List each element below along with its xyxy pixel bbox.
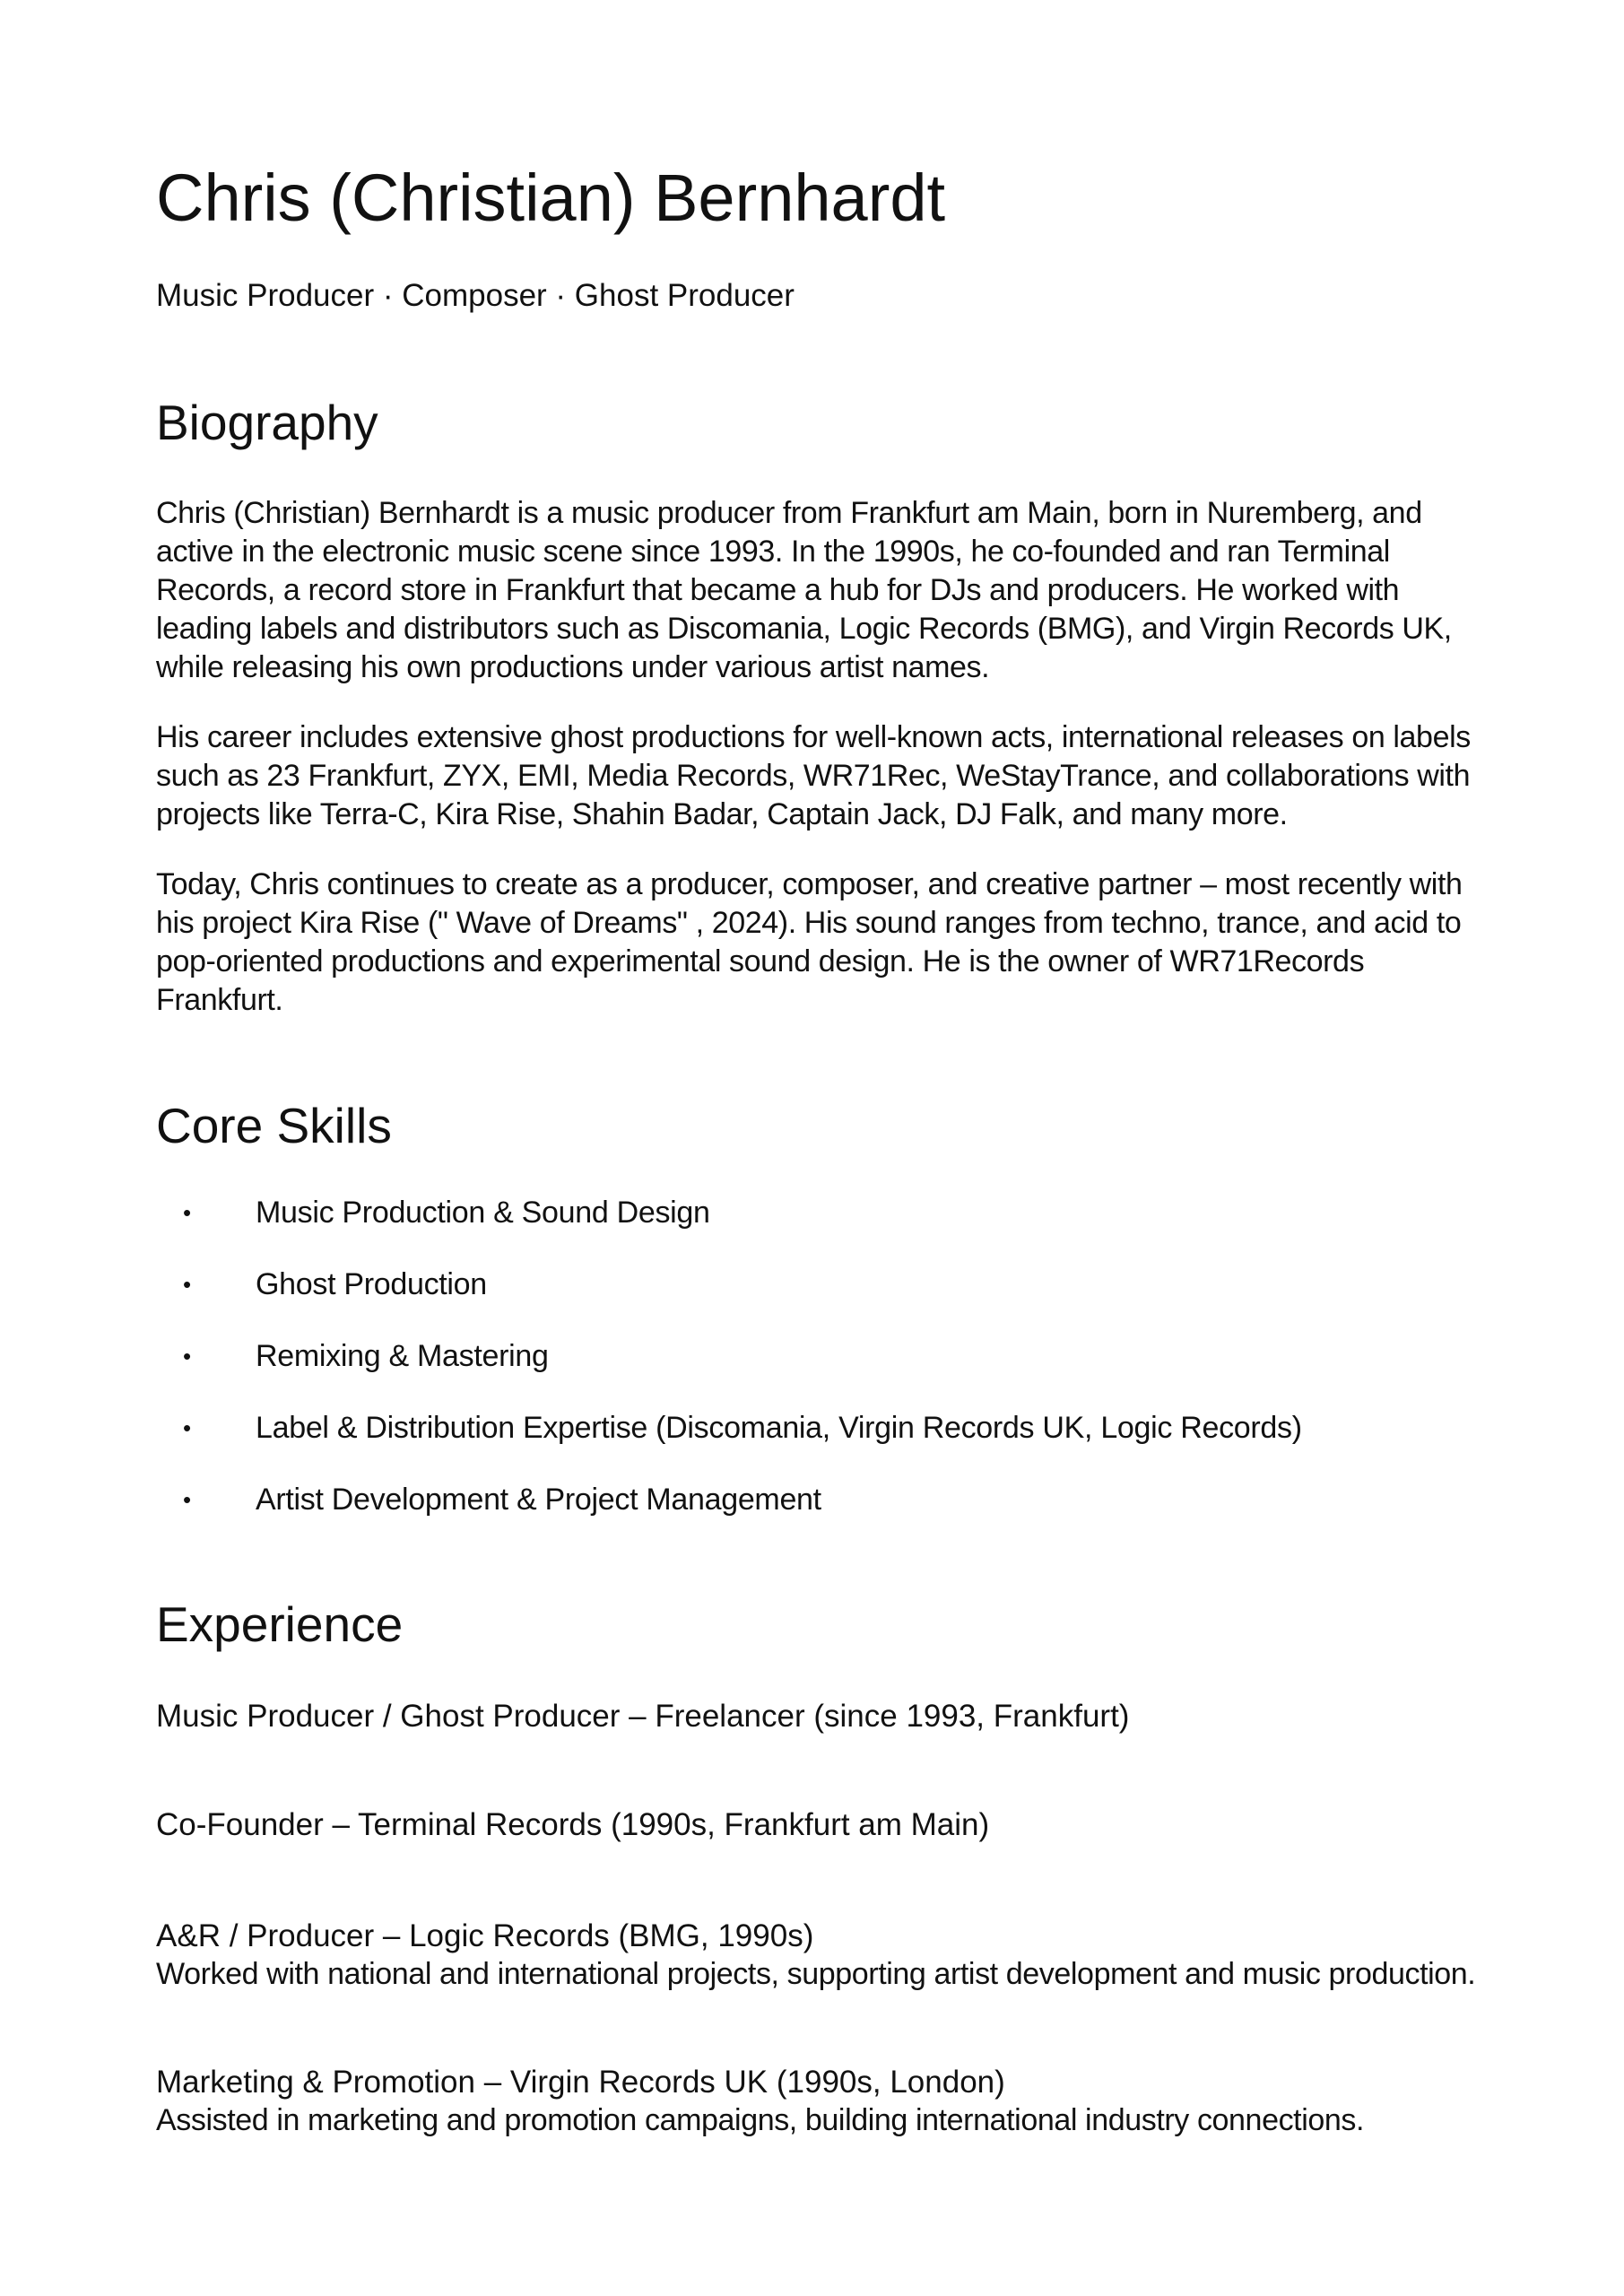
skill-label: Remixing & Mastering	[256, 1339, 549, 1373]
core-skills-heading: Core Skills	[156, 1098, 392, 1153]
page-title: Chris (Christian) Bernhardt	[156, 161, 946, 235]
experience-item	[156, 1805, 1483, 1844]
biography-heading: Biography	[156, 395, 378, 450]
skill-label: Ghost Production	[256, 1267, 487, 1301]
experience-item	[156, 1697, 1483, 1735]
skill-label: Artist Development & Project Management	[256, 1483, 821, 1517]
biography-paragraph-2: His career includes extensive ghost productions for well-known acts, international releases on labels such as 23 Frankfurt, ZYX, EMI, Media Records, WR71Rec, WeStayTrance, and collaborations with projects like Terra-C, Kira Rise, Shahin Badar, Captain Jack, DJ Falk, and many more.	[156, 720, 1471, 831]
subtitle: Music Producer · Composer · Ghost Producer	[156, 278, 795, 313]
bullet: •	[183, 1343, 191, 1370]
job-title: Music Producer / Ghost Producer – Freelancer (since 1993, Frankfurt)	[156, 1699, 1130, 1734]
job-title: A&R / Producer – Logic Records (BMG, 1990s)	[156, 1918, 814, 1953]
experience-heading: Experience	[156, 1596, 404, 1652]
job-description: Worked with national and international projects, supporting artist development and music production.	[156, 1957, 1476, 1991]
experience-item	[156, 2063, 1483, 2140]
job-description: Assisted in marketing and promotion campaigns, building international industry connections.	[156, 2103, 1365, 2137]
job-title: Co-Founder – Terminal Records (1990s, Frankfurt am Main)	[156, 1807, 990, 1842]
skill-label: Label & Distribution Expertise (Discomania, Virgin Records UK, Logic Records)	[256, 1411, 1302, 1445]
experience-item	[156, 1917, 1483, 1994]
biography-paragraph-3: Today, Chris continues to create as a producer, composer, and creative partner – most recently with his project Kira Rise (" Wave of Dreams" , 2024). His sound ranges from techno, trance, and acid to pop-oriented productions and experimental sound design. He is the owner of WR71Records Frankfurt.	[156, 867, 1463, 1017]
biography-paragraph-1: Chris (Christian) Bernhardt is a music producer from Frankfurt am Main, born in Nuremberg, and active in the electronic music scene since 1993. In the 1990s, he co-founded and ran Terminal Records, a record store in Frankfurt that became a hub for DJs and producers. He worked with leading labels and distributors such as Discomania, Logic Records (BMG), and Virgin Records UK, while releasing his own productions under various artist names.	[156, 496, 1452, 684]
job-title: Marketing & Promotion – Virgin Records UK (1990s, London)	[156, 2065, 1005, 2100]
bullet: •	[183, 1199, 191, 1226]
bullet: •	[183, 1271, 191, 1298]
skill-label: Music Production & Sound Design	[256, 1196, 710, 1230]
bullet: •	[183, 1486, 191, 1513]
bullet: •	[183, 1414, 191, 1441]
